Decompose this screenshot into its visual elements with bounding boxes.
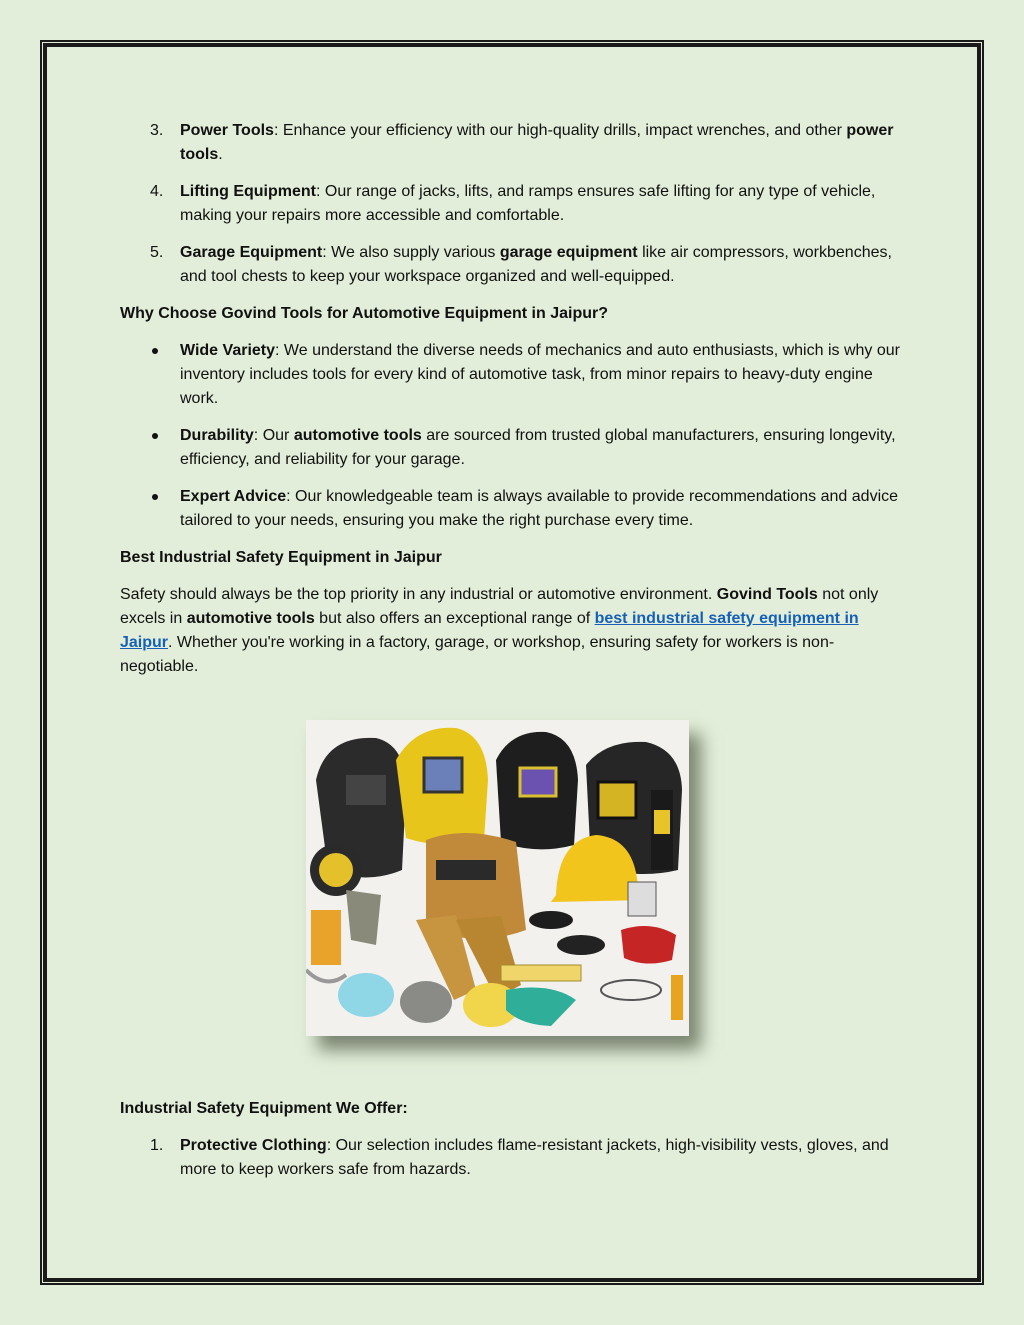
item-text: : Our range of jacks, lifts, and ramps ensures safe lifting for any type of vehicle, making your repairs more accessible and comfortable. [180, 183, 876, 224]
para-bold: Govind Tools [716, 586, 818, 603]
offer-heading: Industrial Safety Equipment We Offer: [120, 1100, 408, 1117]
item-title: Garage Equipment [180, 244, 323, 261]
item-text: : We understand the diverse needs of mechanics and auto enthusiasts, which is why our inventory includes tools for every kind of automotive task, from minor repairs to heavy-duty engine work. [180, 342, 900, 407]
item-bold: garage equipment [499, 244, 638, 261]
item-text: : Our [253, 427, 294, 444]
safety-equipment-photo [306, 720, 689, 1036]
item-title: Expert Advice [180, 488, 287, 505]
para-text: Safety should always be the top priority in any industrial or automotive environment. [120, 586, 717, 603]
item-text: : Our knowledgeable team is always available to provide recommendations and advice tailored to your needs, ensuring you make the right purchase every time. [180, 488, 899, 529]
para-text: not only excels in [120, 586, 879, 627]
item-text: . [218, 146, 223, 163]
bullet-icon [152, 348, 158, 354]
why-heading: Why Choose Govind Tools for Automotive Equipment in Jaipur? [120, 305, 608, 322]
item-title: Power Tools [180, 122, 274, 139]
list-number: 4. [150, 183, 164, 200]
item-title: Protective Clothing [180, 1137, 327, 1154]
item-text: : Our selection includes flame-resistant jackets, high-visibility vests, gloves, and more to keep workers safe from hazards. [180, 1137, 889, 1178]
para-text: . Whether you're working in a factory, garage, or workshop, ensuring safety for workers is non-negotiable. [120, 634, 835, 675]
tools-list [120, 119, 900, 289]
item-text: are sourced from trusted global manufacturers, ensuring longevity, efficiency, and reliability for your garage. [180, 427, 896, 468]
item-title: Wide Variety [180, 342, 276, 359]
list-item [120, 1134, 900, 1182]
safety-heading: Best Industrial Safety Equipment in Jaipur [120, 549, 442, 566]
item-title: Lifting Equipment [180, 183, 316, 200]
why-list [120, 339, 900, 533]
list-number: 3. [150, 122, 164, 139]
para-bold: automotive tools [186, 610, 315, 627]
bullet-icon [152, 433, 158, 439]
safety-gear-illustration [306, 720, 689, 1036]
item-bold: power tools [180, 122, 894, 163]
item-text: : Enhance your efficiency with our high-quality drills, impact wrenches, and other [273, 122, 847, 139]
list-item [120, 424, 900, 472]
list-item [120, 119, 900, 167]
safety-paragraph [120, 583, 900, 679]
document-body [120, 119, 900, 692]
offer-section [120, 1097, 900, 1195]
list-number: 5. [150, 244, 164, 261]
list-number: 1. [150, 1137, 164, 1154]
item-bold: automotive tools [293, 427, 422, 444]
para-text: but also offers an exceptional range of [314, 610, 595, 627]
item-text: like air compressors, workbenches, and tool chests to keep your workspace organized and well-equipped. [180, 244, 892, 285]
item-text: : We also supply various [322, 244, 500, 261]
bullet-icon [152, 494, 158, 500]
safety-equipment-link[interactable]: best industrial safety equipment in Jaipur [120, 610, 859, 651]
list-item [120, 485, 900, 533]
list-item [120, 241, 900, 289]
list-item [120, 180, 900, 228]
list-item [120, 339, 900, 411]
item-title: Durability [180, 427, 254, 444]
